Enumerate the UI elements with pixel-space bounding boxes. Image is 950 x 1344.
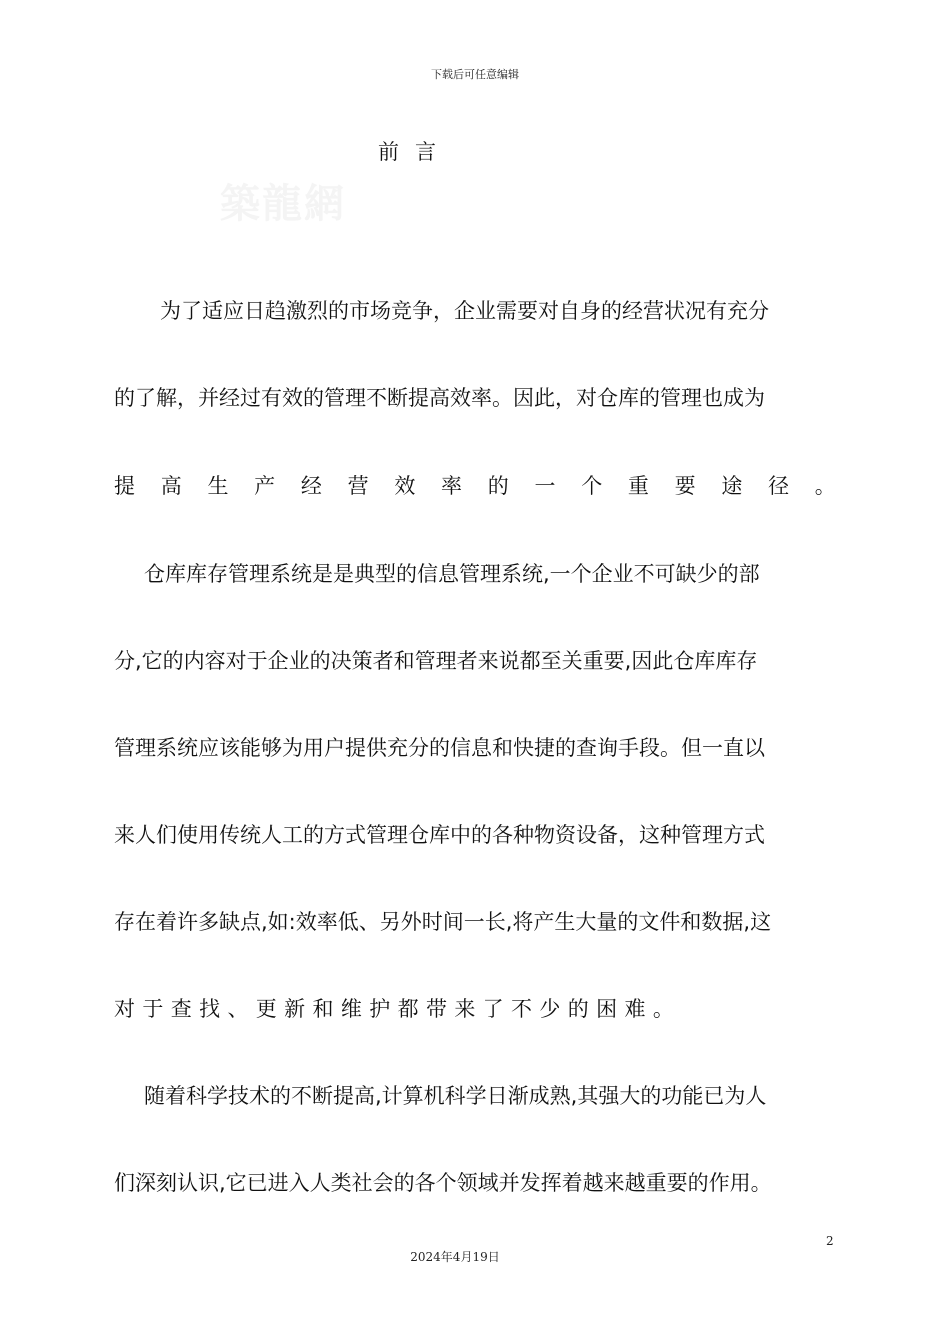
- justified-char: 更: [255, 997, 277, 1021]
- justified-char: 了: [482, 997, 504, 1021]
- justified-char: 率: [441, 474, 463, 498]
- justified-char: 一: [534, 474, 556, 498]
- paragraph-2-line-2: 分,它的内容对于企业的决策者和管理者来说都至关重要,因此仓库库存: [114, 649, 758, 673]
- paragraph-2-line-4: 来人们使用传统人工的方式管理仓库中的各种物资设备，这种管理方式: [114, 823, 765, 847]
- justified-char: 少: [539, 997, 561, 1021]
- paragraph-3-line-2: 们深刻认识,它已进入人类社会的各个领域并发挥着越来越重要的作用。: [114, 1171, 772, 1195]
- watermark-logo: 築龍網: [220, 180, 346, 227]
- paragraph-1-line-2: 的了解，并经过有效的管理不断提高效率。因此，对仓库的管理也成为: [114, 386, 765, 410]
- justified-char: 新: [284, 997, 306, 1021]
- paragraph-2-line-5: 存在着许多缺点,如:效率低、另外时间一长,将产生大量的文件和数据,这: [114, 910, 772, 934]
- justified-char: 重: [627, 474, 649, 498]
- justified-char: 于: [142, 997, 164, 1021]
- justified-char: 找: [199, 997, 221, 1021]
- paragraph-2-line-6: [114, 994, 836, 1024]
- justified-char: 生: [207, 474, 229, 498]
- footer-date: 2024年4月19日: [410, 1250, 500, 1264]
- justified-char: 对: [114, 997, 135, 1021]
- justified-char: 提: [114, 474, 135, 498]
- justified-char: 、: [227, 997, 249, 1021]
- justified-char: 查: [170, 997, 192, 1021]
- paragraph-3-line-1: 随着科学技术的不断提高,计算机科学日渐成熟,其强大的功能已为人: [144, 1084, 767, 1108]
- justified-char: 来: [454, 997, 476, 1021]
- justified-char: 维: [340, 997, 362, 1021]
- justified-char: 带: [425, 997, 447, 1021]
- paragraph-2-line-1: 仓库库存管理系统是是典型的信息管理系统,一个企业不可缺少的部: [144, 562, 760, 586]
- justified-char: 的: [487, 474, 509, 498]
- justified-char: 个: [581, 474, 603, 498]
- justified-char: 途: [721, 474, 743, 498]
- page-title: 前言: [378, 140, 452, 164]
- justified-char: 。: [652, 997, 674, 1021]
- justified-char: 效: [394, 474, 416, 498]
- justified-char: 经: [300, 474, 322, 498]
- page-number: 2: [826, 1234, 834, 1248]
- justified-char: 要: [674, 474, 696, 498]
- justified-char: 营: [347, 474, 369, 498]
- header-note: 下载后可任意编辑: [431, 68, 519, 81]
- justified-char: 高: [160, 474, 182, 498]
- justified-char: 难: [624, 997, 646, 1021]
- justified-char: 护: [369, 997, 391, 1021]
- justified-char: 径: [768, 474, 790, 498]
- justified-char: 产: [254, 474, 276, 498]
- paragraph-2-line-3: 管理系统应该能够为用户提供充分的信息和快捷的查询手段。但一直以: [114, 736, 765, 760]
- justified-char: 和: [312, 997, 334, 1021]
- justified-char: 。: [814, 474, 836, 498]
- paragraph-1-line-1: 为了适应日趋激烈的市场竞争，企业需要对自身的经营状况有充分: [160, 299, 769, 323]
- justified-char: 的: [567, 997, 589, 1021]
- justified-char: 都: [397, 997, 419, 1021]
- justified-char: 不: [511, 997, 533, 1021]
- paragraph-1-line-3: [114, 471, 836, 501]
- justified-char: 困: [596, 997, 618, 1021]
